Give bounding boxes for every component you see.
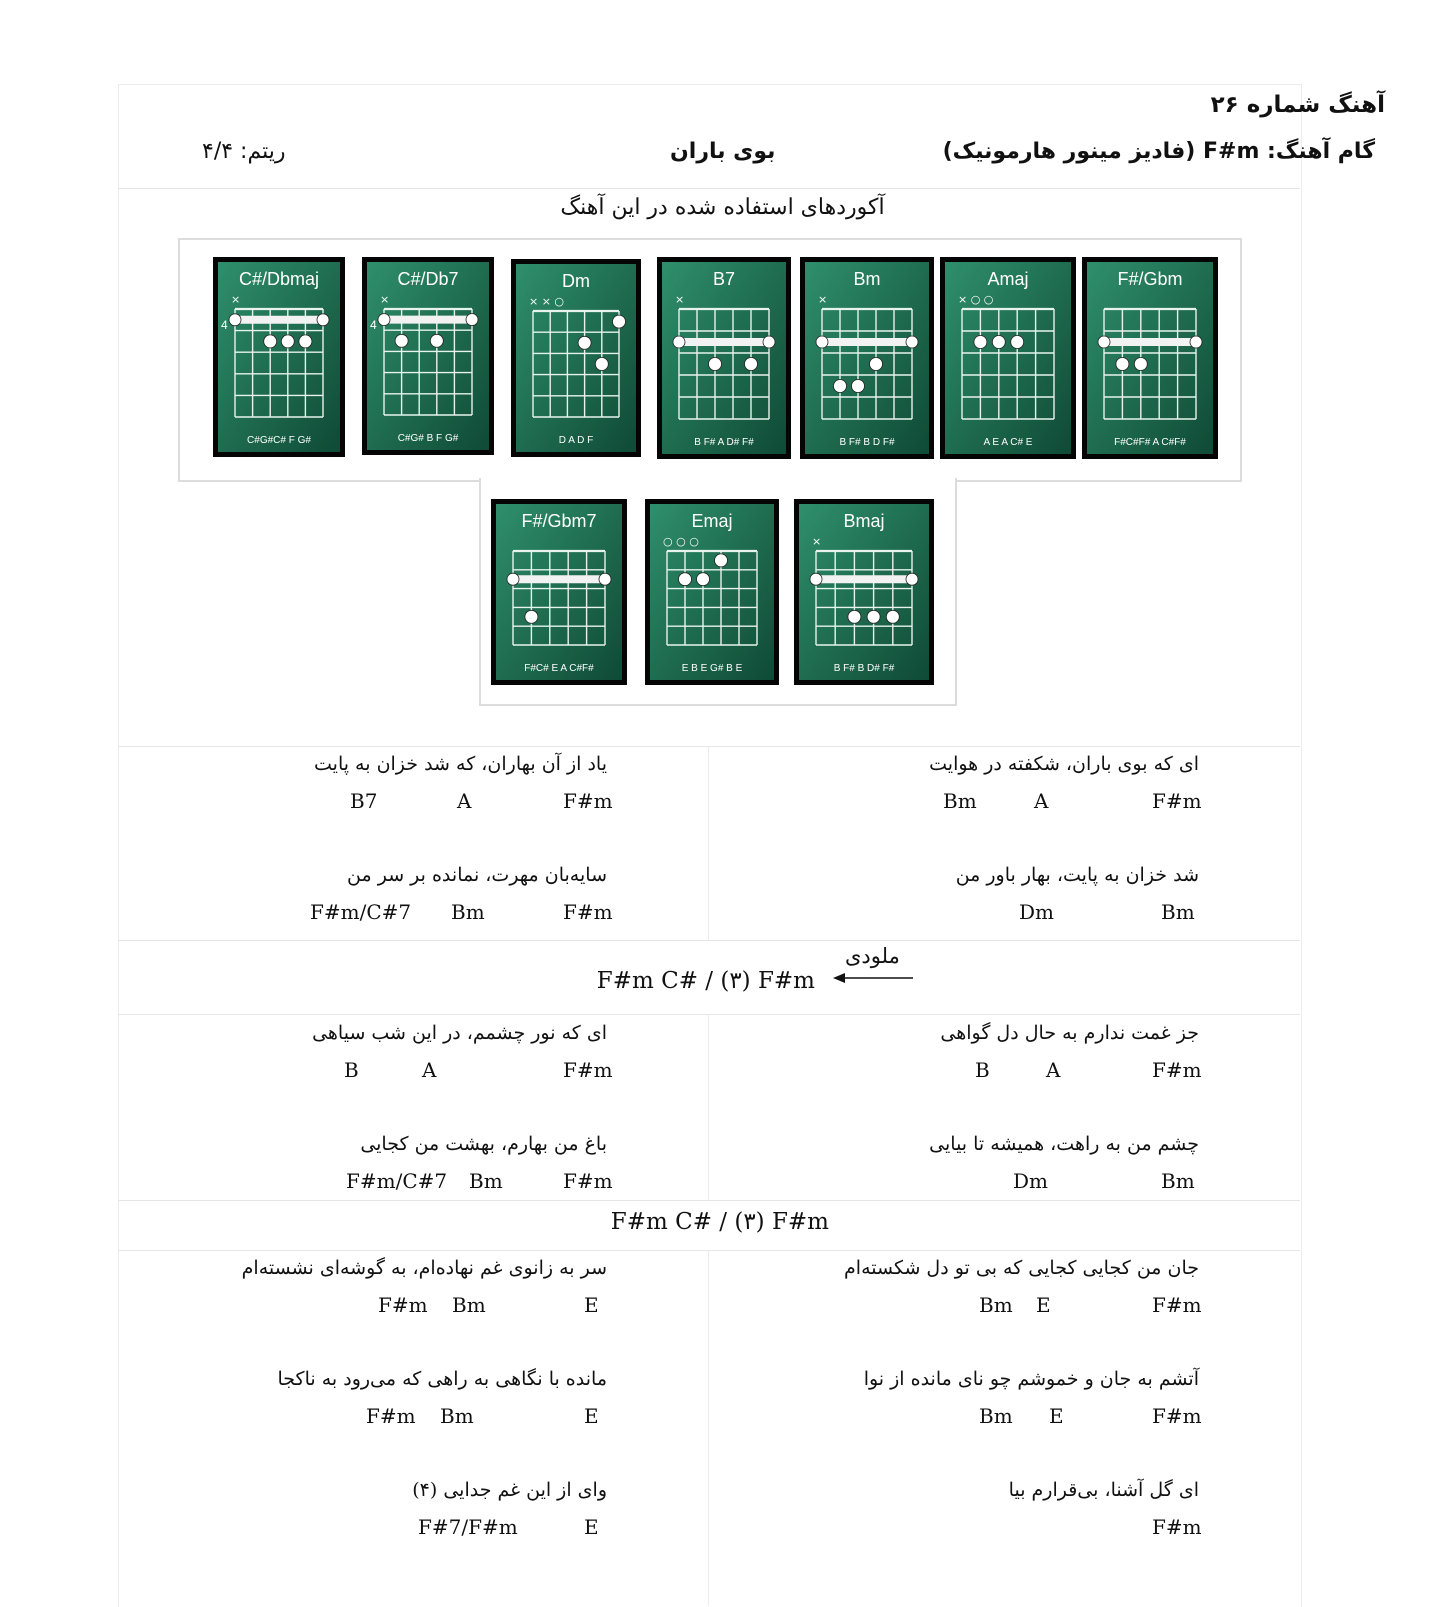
chord-diagram (645, 499, 779, 685)
arrow-left-icon (833, 971, 913, 985)
chord-label: B (344, 1058, 359, 1082)
chord-notes: C#G# B F G# (397, 433, 459, 444)
chord-label: B (975, 1058, 990, 1082)
chord-diagram (1082, 257, 1218, 459)
lyric-line: ای که بوی باران، شکفته در هوایت (929, 753, 1199, 775)
svg-text:×: × (380, 293, 390, 306)
chord-label: E (1036, 1293, 1051, 1317)
chord-label: Bm (1161, 900, 1195, 924)
chord-name: C#/Db7 (397, 269, 459, 289)
svg-text:× × ○: × × ○ (529, 295, 565, 308)
lyric-line: ای گل آشنا، بی‌قرارم بیا (1008, 1479, 1199, 1501)
chord-name: Amaj (987, 269, 1029, 289)
lyric-line: یاد از آن بهاران، که شد خزان به پایت (314, 753, 607, 775)
lyric-line: چشم من به راهت، همیشه تا بیایی (929, 1133, 1199, 1155)
column-divider (708, 1014, 709, 1200)
melody-label: ملودی (845, 944, 900, 968)
chord-notes: C#G#C# F G# (247, 435, 311, 446)
chord-label: F#7/F#m (418, 1515, 518, 1539)
chord-notes: D A D F (558, 435, 594, 446)
song-number-title: آهنگ شماره ۲۶ (1210, 92, 1385, 118)
chord-diagram (940, 257, 1076, 459)
chord-name: Bmaj (843, 511, 885, 531)
song-rhythm: ریتم: ۴/۴ (202, 139, 286, 164)
chord-label: A (1034, 789, 1049, 813)
chord-diagram (511, 259, 641, 457)
lyric-line: مانده با نگاهی به راهی که می‌رود به ناکجا (277, 1368, 607, 1390)
chord-notes: A E A C# E (983, 437, 1033, 448)
chord-notes: B F# A D# F# (694, 437, 754, 448)
chord-label: F#m (563, 1169, 613, 1193)
chord-label: F#m (1152, 789, 1202, 813)
chord-label: E (584, 1404, 599, 1428)
chord-label: Bm (469, 1169, 503, 1193)
chord-label: F#m (1152, 1515, 1202, 1539)
chord-label: Bm (979, 1293, 1013, 1317)
chord-label: F#m (563, 789, 613, 813)
lyric-line: سایه‌بان مهرت، نمانده بر سر من (347, 864, 607, 886)
lyric-line: سر به زانوی غم نهاده‌ام، به گوشه‌ای نشسته‌ام (241, 1257, 607, 1279)
chord-name: F#/Gbm (1117, 269, 1183, 289)
chord-label: F#m (1152, 1404, 1202, 1428)
lyric-line: باغ من بهارم، بهشت من کجایی (360, 1133, 607, 1155)
column-divider (708, 746, 709, 940)
chord-label: B7 (350, 789, 378, 813)
chord-label: E (584, 1515, 599, 1539)
svg-text:4: 4 (221, 318, 228, 332)
chord-label: F#m (563, 1058, 613, 1082)
chord-label: Dm (1013, 1169, 1048, 1193)
divider (118, 188, 1300, 189)
chord-label: Dm (1019, 900, 1054, 924)
lyric-line: وای از این غم جدایی (۴) (412, 1479, 607, 1501)
chord-label: E (1049, 1404, 1064, 1428)
chord-name: Bm (853, 269, 881, 289)
chord-notes: B F# B D F# (839, 437, 895, 448)
lyric-line: جان من کجایی کجایی که بی تو دل شکسته‌ام (844, 1257, 1199, 1279)
lyric-line: آتشم به جان و خموشم چو نای مانده از نوا (863, 1368, 1199, 1390)
chord-diagram (213, 257, 345, 457)
chord-label: Bm (979, 1404, 1013, 1428)
divider (118, 1250, 1300, 1251)
chord-notes: E B E G# B E (681, 663, 743, 674)
chord-label: Bm (451, 900, 485, 924)
lyric-line: ای که نور چشمم، در این شب سیاهی (312, 1022, 607, 1044)
lyric-line: جز غمت ندارم به حال دل گواهی (940, 1022, 1199, 1044)
melody-chords: F#m C# / (۳) F#m (596, 968, 815, 994)
chord-label: Bm (1161, 1169, 1195, 1193)
lyric-line: شد خزان به پایت، بهار باور من (955, 864, 1199, 886)
chord-label: F#m (366, 1404, 416, 1428)
song-key: گام آهنگ: F#m (فادیز مینور هارمونیک) (942, 139, 1375, 164)
chord-name: Emaj (691, 511, 733, 531)
chord-diagram (794, 499, 934, 685)
chord-label: Bm (452, 1293, 486, 1317)
chord-name: C#/Dbmaj (238, 269, 320, 289)
chord-name: F#/Gbm7 (521, 511, 597, 531)
chord-diagram (362, 257, 494, 455)
svg-text:○ ○ ○: ○ ○ ○ (663, 535, 699, 548)
chord-name: Dm (562, 271, 590, 291)
divider (118, 1200, 1300, 1201)
svg-text:×: × (818, 293, 828, 306)
divider (118, 746, 1300, 747)
svg-text:×: × (231, 293, 241, 306)
chord-diagram (657, 257, 791, 459)
chord-label: F#m/C#7 (346, 1169, 448, 1193)
column-divider (708, 1250, 709, 1606)
svg-text:4: 4 (370, 318, 377, 332)
chord-label: Bm (943, 789, 977, 813)
svg-text:×: × (812, 535, 822, 548)
chord-label: A (422, 1058, 437, 1082)
chord-label: F#m (563, 900, 613, 924)
divider (118, 1014, 1300, 1015)
chord-label: F#m (1152, 1058, 1202, 1082)
chord-notes: F#C#F# A C#F# (1114, 437, 1186, 448)
svg-text:× ○ ○: × ○ ○ (958, 293, 994, 306)
chord-label: F#m/C#7 (310, 900, 412, 924)
chord-label: F#m (1152, 1293, 1202, 1317)
chord-label: A (1046, 1058, 1061, 1082)
chord-label: F#m (378, 1293, 428, 1317)
chord-diagram (800, 257, 934, 459)
chord-notes: F#C# E A C#F# (524, 663, 594, 674)
chord-name: B7 (712, 269, 736, 289)
divider (118, 940, 1300, 941)
chord-label: E (584, 1293, 599, 1317)
chord-label: Bm (440, 1404, 474, 1428)
song-name: بوی باران (670, 139, 776, 164)
chord-notes: B F# B D# F# (833, 663, 895, 674)
chord-diagram (491, 499, 627, 685)
melody-chords: F#m C# / (۳) F#m (610, 1209, 829, 1235)
chords-section-title: آکوردهای استفاده شده در این آهنگ (560, 195, 885, 220)
svg-text:×: × (675, 293, 685, 306)
chord-label: A (457, 789, 472, 813)
